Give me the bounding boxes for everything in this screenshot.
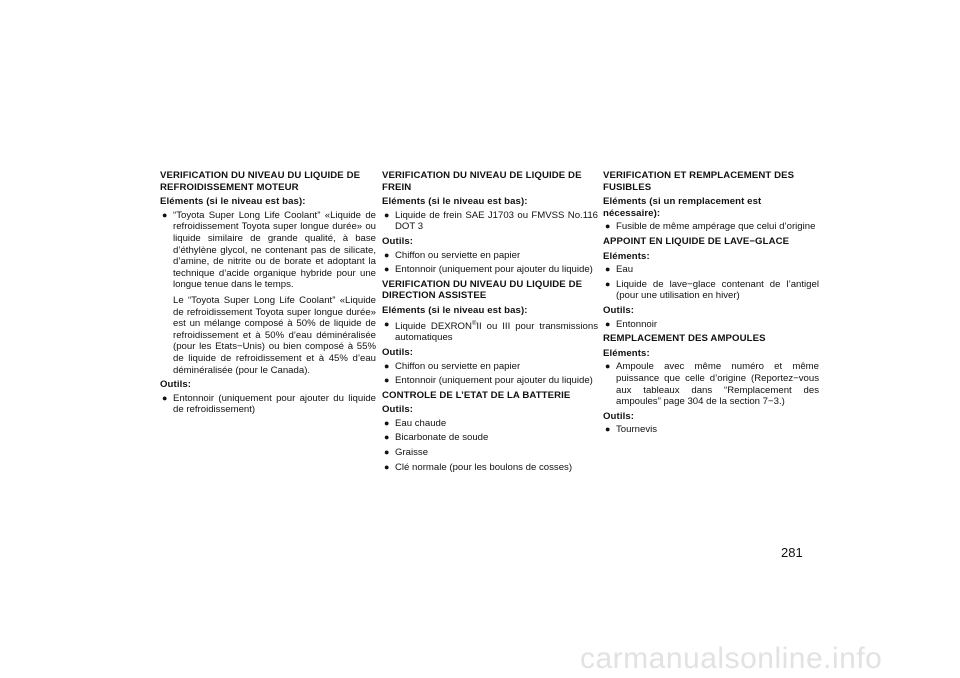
column-left xyxy=(160,170,376,419)
bullet-icon: ● xyxy=(384,249,390,260)
list-item-text: Liquide de lave−glace contenant de l’antigel (pour une utilisation en hiver) xyxy=(616,278,819,302)
list-item xyxy=(160,210,376,291)
subheading-elements: Eléments (si le niveau est bas): xyxy=(382,304,528,316)
subheading-tools: Outils: xyxy=(382,346,414,358)
list-item-text: “Toyota Super Long Life Coolant” «Liquide de refroidissement Toyota super longue durée» ou liquide similaire de grande qualité, à base d’éthylène glycol, ne contenant pas de silicate, d’amine, de nitrite ou de borate et adoptant la technique d’acide organique hybride pour une longue tenue dans le temps. xyxy=(173,209,376,291)
subheading-elements: Eléments: xyxy=(603,250,650,262)
bullet-icon: ● xyxy=(162,392,168,403)
list-item xyxy=(603,361,819,407)
list-item-text: Graisse xyxy=(395,447,429,459)
list-item xyxy=(382,462,598,474)
bullet-icon: ● xyxy=(384,447,390,458)
subheading-tools: Outils: xyxy=(382,235,414,247)
list-item xyxy=(603,424,819,436)
column-middle xyxy=(382,170,598,476)
list-item xyxy=(603,279,819,302)
list-item-text: Entonnoir (uniquement pour ajouter du liquide) xyxy=(395,264,593,276)
subheading-tools: Outils: xyxy=(382,404,414,416)
list-item xyxy=(382,210,598,233)
dexron-text-rest: II ou III pour transmissions automatiques xyxy=(395,320,598,344)
bullet-icon: ● xyxy=(605,318,611,329)
section-heading-bulbs: REMPLACEMENT DES AMPOULES xyxy=(603,333,766,345)
list-item-text: Entonnoir (uniquement pour ajouter du liquide de refroidissement) xyxy=(173,392,376,416)
list-item-text: Eau xyxy=(616,264,634,276)
subheading-elements: Eléments (si le niveau est bas): xyxy=(382,196,528,208)
list-item-text: Tournevis xyxy=(616,424,658,436)
list-item xyxy=(603,264,819,276)
list-item-text: Ampoule avec même numéro et même puissance que celle d’origine (Reportez−vous aux tableaux dans “Remplacement des ampoules” page 304 de la section 7−3.) xyxy=(616,361,819,408)
bullet-icon: ● xyxy=(384,461,390,472)
list-item xyxy=(382,447,598,459)
bullet-icon: ● xyxy=(605,278,611,289)
subheading-tools: Outils: xyxy=(603,410,635,422)
list-item xyxy=(382,375,598,387)
list-item xyxy=(382,418,598,430)
list-item-text: Entonnoir xyxy=(616,318,658,330)
bullet-icon: ● xyxy=(384,360,390,371)
section-heading-washer-fluid: APPOINT EN LIQUIDE DE LAVE−GLACE xyxy=(603,235,790,247)
subheading-tools: Outils: xyxy=(603,304,635,316)
list-item xyxy=(382,264,598,276)
bullet-icon: ● xyxy=(384,432,390,443)
subheading-tools: Outils: xyxy=(160,379,192,391)
bullet-icon: ● xyxy=(605,361,611,372)
bullet-icon: ● xyxy=(384,375,390,386)
bullet-icon: ● xyxy=(605,221,611,232)
subheading-elements: Eléments: xyxy=(603,347,650,359)
list-item xyxy=(382,250,598,262)
list-item xyxy=(382,361,598,373)
watermark: carmanualsonline.info xyxy=(580,642,883,675)
bullet-icon: ● xyxy=(384,318,390,329)
bullet-icon: ● xyxy=(605,424,611,435)
section-heading-power-steering: VERIFICATION DU NIVEAU DU LIQUIDE DE DIRECTION ASSISTEE xyxy=(382,278,583,302)
list-item xyxy=(603,221,819,233)
bullet-icon: ● xyxy=(605,264,611,275)
list-item-text: Chiffon ou serviette en papier xyxy=(395,360,521,372)
page-number: 281 xyxy=(781,545,803,560)
column-right xyxy=(603,170,819,439)
dexron-text: Liquide DEXRON xyxy=(395,320,472,332)
list-item-text: Entonnoir (uniquement pour ajouter du liquide) xyxy=(395,375,593,387)
list-item-text: Liquide de frein SAE J1703 ou FMVSS No.116 DOT 3 xyxy=(395,209,598,233)
section-heading-fuses: VERIFICATION ET REMPLACEMENT DES FUSIBLES xyxy=(603,170,795,193)
list-item-text: Bicarbonate de soude xyxy=(395,432,489,444)
bullet-icon: ● xyxy=(162,209,168,220)
list-item-text: Clé normale (pour les boulons de cosses) xyxy=(395,461,573,473)
section-heading-brake-fluid: VERIFICATION DU NIVEAU DE LIQUIDE DE FREIN xyxy=(382,170,582,193)
section-heading-battery: CONTROLE DE L’ETAT DE LA BATTERIE xyxy=(382,389,571,401)
bullet-icon: ● xyxy=(384,209,390,220)
subheading-elements: Eléments (si un remplacement est nécessaire): xyxy=(603,196,762,219)
bullet-icon: ● xyxy=(384,417,390,428)
list-item xyxy=(160,393,376,416)
subheading-elements: Eléments (si le niveau est bas): xyxy=(160,196,306,208)
list-item xyxy=(603,319,819,331)
list-item xyxy=(382,432,598,444)
bullet-icon: ● xyxy=(384,264,390,275)
list-item-text: Eau chaude xyxy=(395,417,447,429)
registered-mark: ® xyxy=(471,320,477,327)
list-item-text xyxy=(395,321,598,344)
list-item xyxy=(382,319,598,344)
list-item-text: Fusible de même ampérage que celui d’origine xyxy=(616,221,816,233)
section-heading-coolant: VERIFICATION DU NIVEAU DU LIQUIDE DE REFROIDISSEMENT MOTEUR xyxy=(160,170,361,193)
coolant-note-paragraph: Le “Toyota Super Long Life Coolant” «Liquide de refroidissement Toyota super longue durée» est un mélange composé à 50% de liquide de refroidissement et à 50% d’eau déminéralisée (pour les Etats−Unis) ou bien composé à 55% de liquide de refroidissement et à 45% d’eau déminéralisée (pour le Canada). xyxy=(173,294,376,376)
list-item-text: Chiffon ou serviette en papier xyxy=(395,249,521,261)
